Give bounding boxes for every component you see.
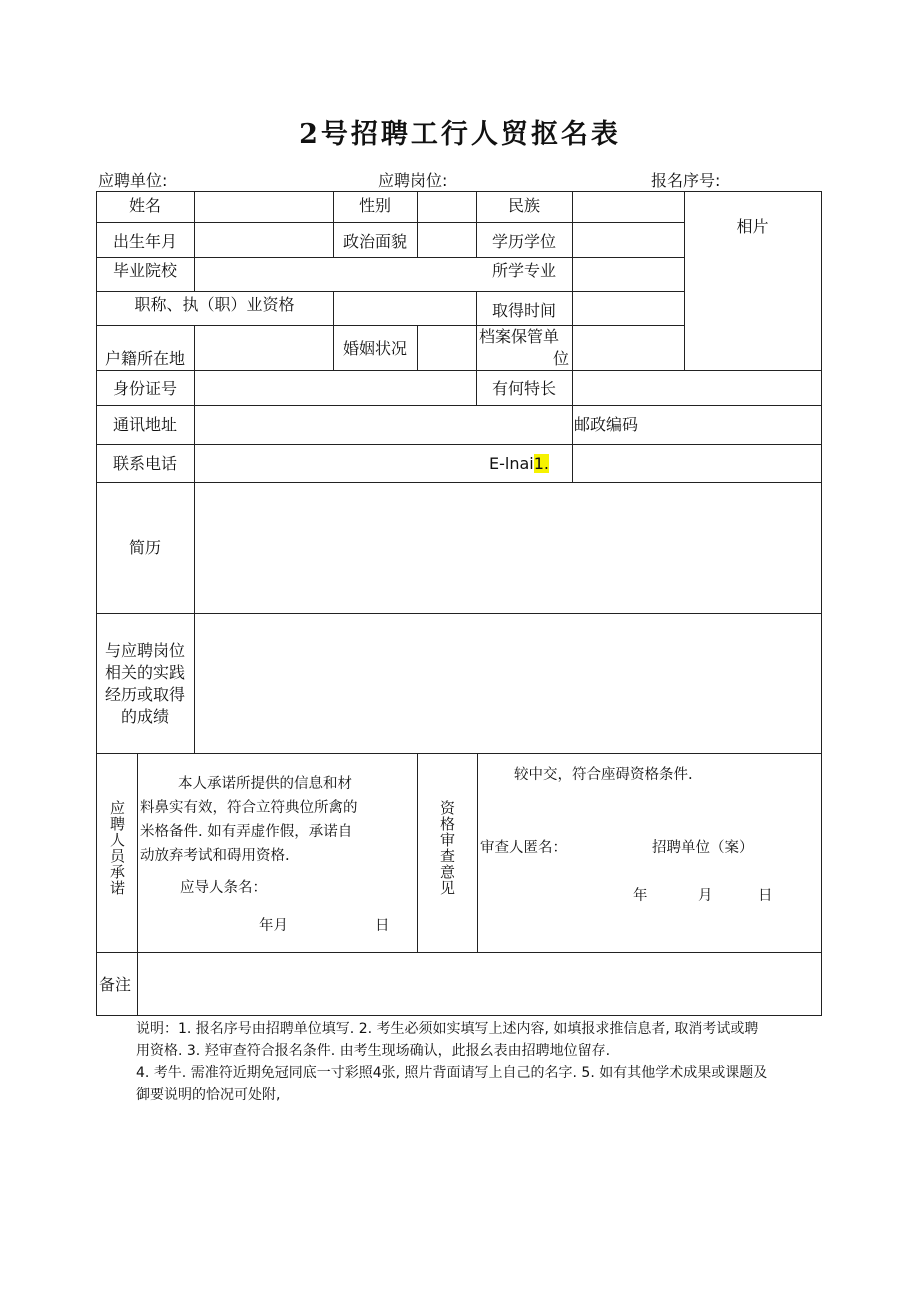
notes-line: 4. 考牛. 需准符近期免冠同底一寸彩照4张, 照片背面请写上自己的名字. 5. 如有其他学术成果或课题及 — [136, 1065, 768, 1081]
commitment-line: 料鼻实有效，符合立符典位所禽的 — [140, 800, 358, 816]
id-number-label: 身份证号 — [112, 379, 177, 398]
reviewer-signature: 审查人匿名： — [480, 840, 567, 856]
experience-label-line: 与应聘岗位 — [104, 641, 185, 660]
review-label: 资格审查意见 — [438, 800, 456, 896]
resume-label: 简历 — [128, 538, 161, 557]
postcode-label: 邮政编码 — [574, 415, 639, 434]
name-label: 姓名 — [128, 196, 161, 215]
review-opinion: 较中交，符合座碍资格条件. — [514, 767, 693, 783]
commitment-line: 本人承诺所提供的信息和材 — [178, 776, 352, 792]
notes-line: 用资格. 3. 羟审查符合报名条件. 由考生现场确认，此报幺表由招聘地位留存. — [136, 1043, 611, 1059]
archive-label-line2: 位 — [553, 349, 570, 368]
photo-label: 相片 — [736, 217, 769, 236]
header-unit: 应聘单位: — [98, 171, 168, 190]
hukou-label: 户籍所在地 — [104, 349, 185, 368]
commitment-label: 应聘人员承诺 — [108, 800, 126, 896]
specialty-label: 有何特长 — [491, 379, 556, 398]
notes-line: 说明：1. 报名序号由招聘单位填写. 2. 考生必须如实填写上述内容, 如填报求推信息者, 取消考试或聘 — [136, 1021, 759, 1037]
experience-label-line: 经历或取得 — [104, 685, 185, 704]
degree-label: 学历学位 — [491, 232, 556, 251]
header-serial: 报名序号: — [651, 171, 721, 190]
page-title: 2号招聘工行人贸抠名表 — [299, 119, 621, 150]
address-label: 通讯地址 — [112, 415, 177, 434]
commitment-date-ym: 年月 — [259, 918, 288, 934]
review-date-month: 月 — [698, 888, 713, 904]
major-label: 所学专业 — [491, 261, 556, 280]
obtain-time-label: 取得时间 — [491, 301, 556, 320]
commitment-text — [140, 772, 415, 868]
gender-label: 性别 — [358, 196, 391, 215]
experience-label — [96, 640, 194, 728]
form-notes — [136, 1018, 826, 1106]
notes-line: 御要说明的恰况可处附, — [136, 1087, 281, 1103]
remarks-label: 备注 — [99, 975, 132, 994]
commitment-line: 动放弃考试和碍用资格. — [140, 848, 290, 864]
review-date-day: 日 — [758, 888, 773, 904]
review-date-year: 年 — [633, 888, 648, 904]
phone-label: 联系电话 — [112, 454, 177, 473]
recruit-unit-seal: 招聘单位（案） — [652, 840, 754, 856]
header-position: 应聘岗位: — [378, 171, 448, 190]
archive-label-line1: 档案保管单 — [479, 327, 560, 346]
commitment-line: 米格备件. 如有弄虚作假，承诺自 — [140, 824, 353, 840]
birth-label: 出生年月 — [112, 232, 177, 251]
ethnicity-label: 民族 — [507, 196, 540, 215]
commitment-signature: 应导人条名： — [180, 880, 267, 896]
commitment-date-day: 日 — [375, 918, 390, 934]
school-label: 毕业院校 — [112, 261, 177, 280]
email-label-text: E-lnai — [489, 454, 534, 473]
experience-label-line: 相关的实践 — [104, 663, 185, 682]
email-label — [489, 454, 569, 474]
email-label-highlight: 1. — [533, 454, 549, 473]
experience-label-line: 的成绩 — [120, 707, 169, 726]
political-label: 政治面貌 — [342, 232, 407, 251]
marital-label: 婚姻状况 — [342, 339, 407, 358]
title-qualification-label: 职称、执（职）业资格 — [134, 295, 295, 314]
